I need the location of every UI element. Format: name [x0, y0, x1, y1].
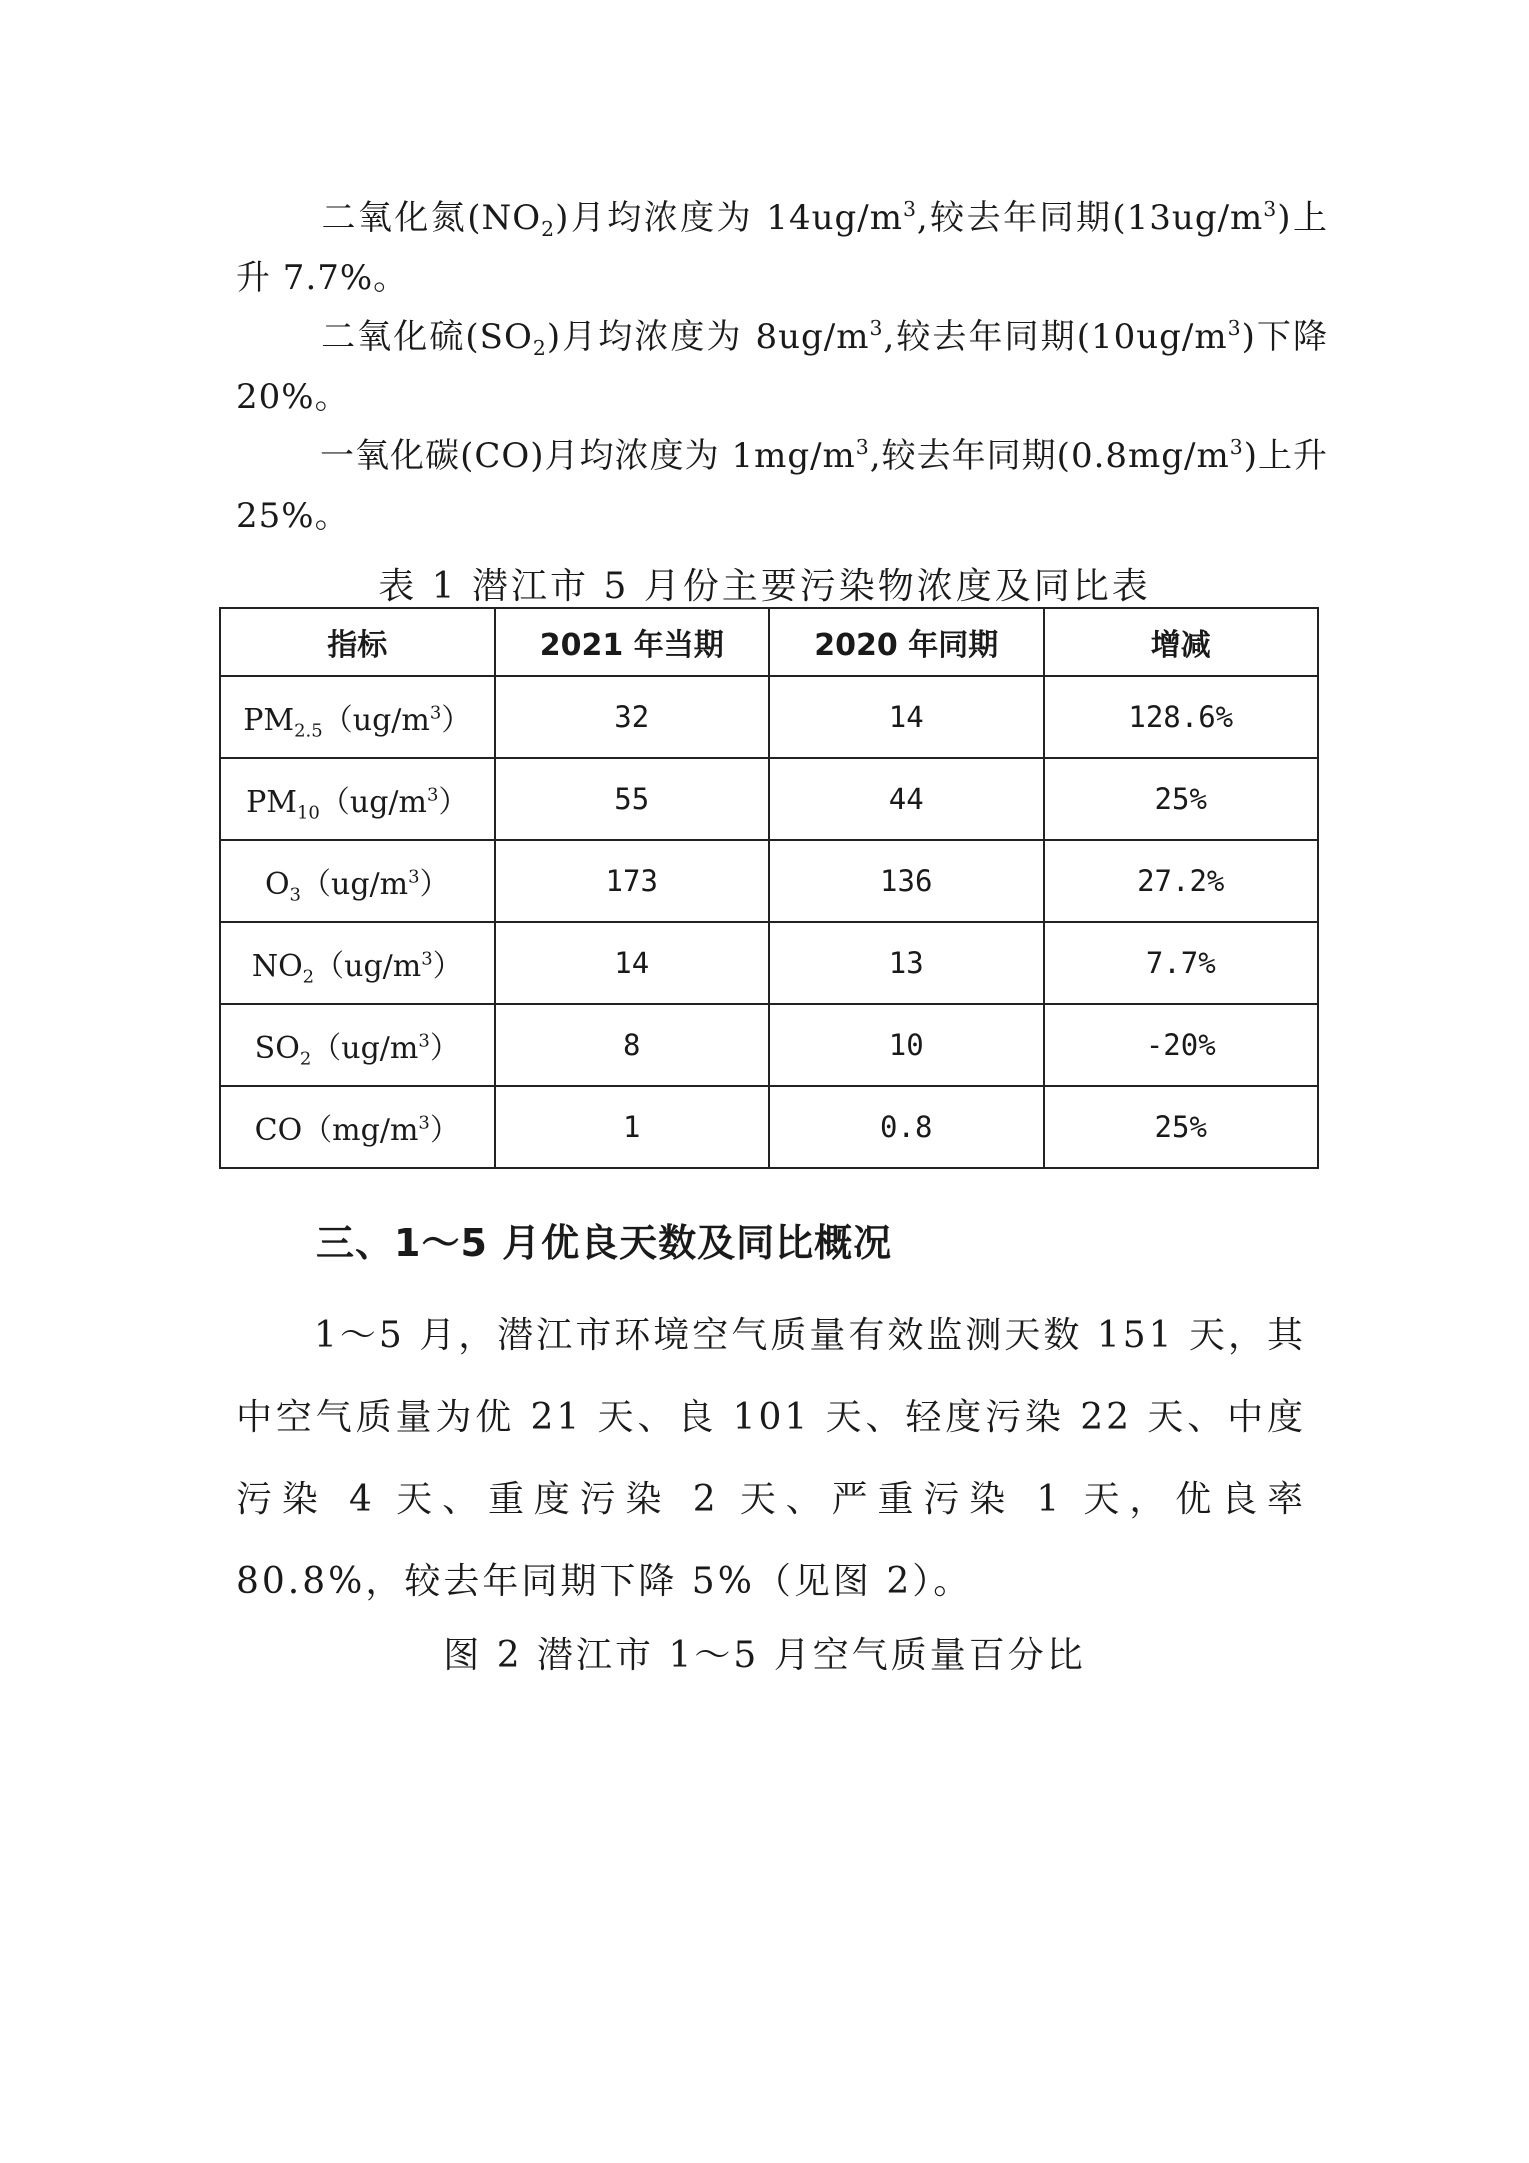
change-cell: 128.6%	[1044, 676, 1319, 758]
figure-caption: 图 2 潜江市 1～5 月空气质量百分比	[443, 1635, 1086, 1676]
previous-cell: 10	[769, 1004, 1044, 1086]
header-previous: 2020 年同期	[769, 608, 1044, 676]
header-change: 增减	[1044, 608, 1319, 676]
indicator-cell: $PM_{2.5}(ug/m^3)$	[220, 676, 495, 758]
table-row	[220, 840, 1318, 922]
change-cell: -20%	[1044, 1004, 1319, 1086]
indicator-cell: $SO_2(ug/m^3)$	[220, 1004, 495, 1086]
paragraph-so2: 二氧化硫$(SO_2)$月均浓度为 $8ug/m^3$,较去年同期$(10ug/m^3)$下降 20%。	[236, 315, 1329, 417]
indicator-cell: $PM_{10}(ug/m^3)$	[220, 758, 495, 840]
current-cell: 14	[495, 922, 770, 1004]
change-cell: 27.2%	[1044, 840, 1319, 922]
current-cell: 173	[495, 840, 770, 922]
current-cell: 32	[495, 676, 770, 758]
current-cell: 55	[495, 758, 770, 840]
current-cell: 1	[495, 1086, 770, 1168]
indicator-cell: $O_3(ug/m^3)$	[220, 840, 495, 922]
section-body: 1～5 月，潜江市环境空气质量有效监测天数 151 天，其中空气质量为优 21 天、良 101 天、轻度污染 22 天、中度污染 4 天、重度污染 2 天、严重污染 1 天，优良率 80.8%，较去年同期下降 5%（见图 2）。	[236, 1315, 1306, 1602]
table-header-row	[220, 608, 1318, 676]
table-row	[220, 676, 1318, 758]
section-heading: 三、1～5 月优良天数及同比概况	[316, 1221, 893, 1265]
current-cell: 8	[495, 1004, 770, 1086]
indicator-cell: $CO(mg/m^3)$	[220, 1086, 495, 1168]
header-indicator: 指标	[220, 608, 495, 676]
previous-cell: 13	[769, 922, 1044, 1004]
table-row	[220, 1004, 1318, 1086]
pollutant-table	[219, 607, 1319, 1169]
paragraph-no2: 二氧化氮$(NO_2)$月均浓度为 $14ug/m^3$,较去年同期$(13ug/m^3)$上升 7.7%。	[236, 196, 1328, 298]
table-caption: 表 1 潜江市 5 月份主要污染物浓度及同比表	[378, 566, 1151, 607]
table-row	[220, 1086, 1318, 1168]
previous-cell: 136	[769, 840, 1044, 922]
table-row	[220, 922, 1318, 1004]
previous-cell: 44	[769, 758, 1044, 840]
paragraph-co: 一氧化碳(CO)月均浓度为 $1mg/m^3$,较去年同期$(0.8mg/m^3)$上升 25%。	[236, 434, 1329, 536]
change-cell: 7.7%	[1044, 922, 1319, 1004]
previous-cell: 0.8	[769, 1086, 1044, 1168]
change-cell: 25%	[1044, 1086, 1319, 1168]
previous-cell: 14	[769, 676, 1044, 758]
indicator-cell: $NO_2(ug/m^3)$	[220, 922, 495, 1004]
change-cell: 25%	[1044, 758, 1319, 840]
table-row	[220, 758, 1318, 840]
header-current: 2021 年当期	[495, 608, 770, 676]
